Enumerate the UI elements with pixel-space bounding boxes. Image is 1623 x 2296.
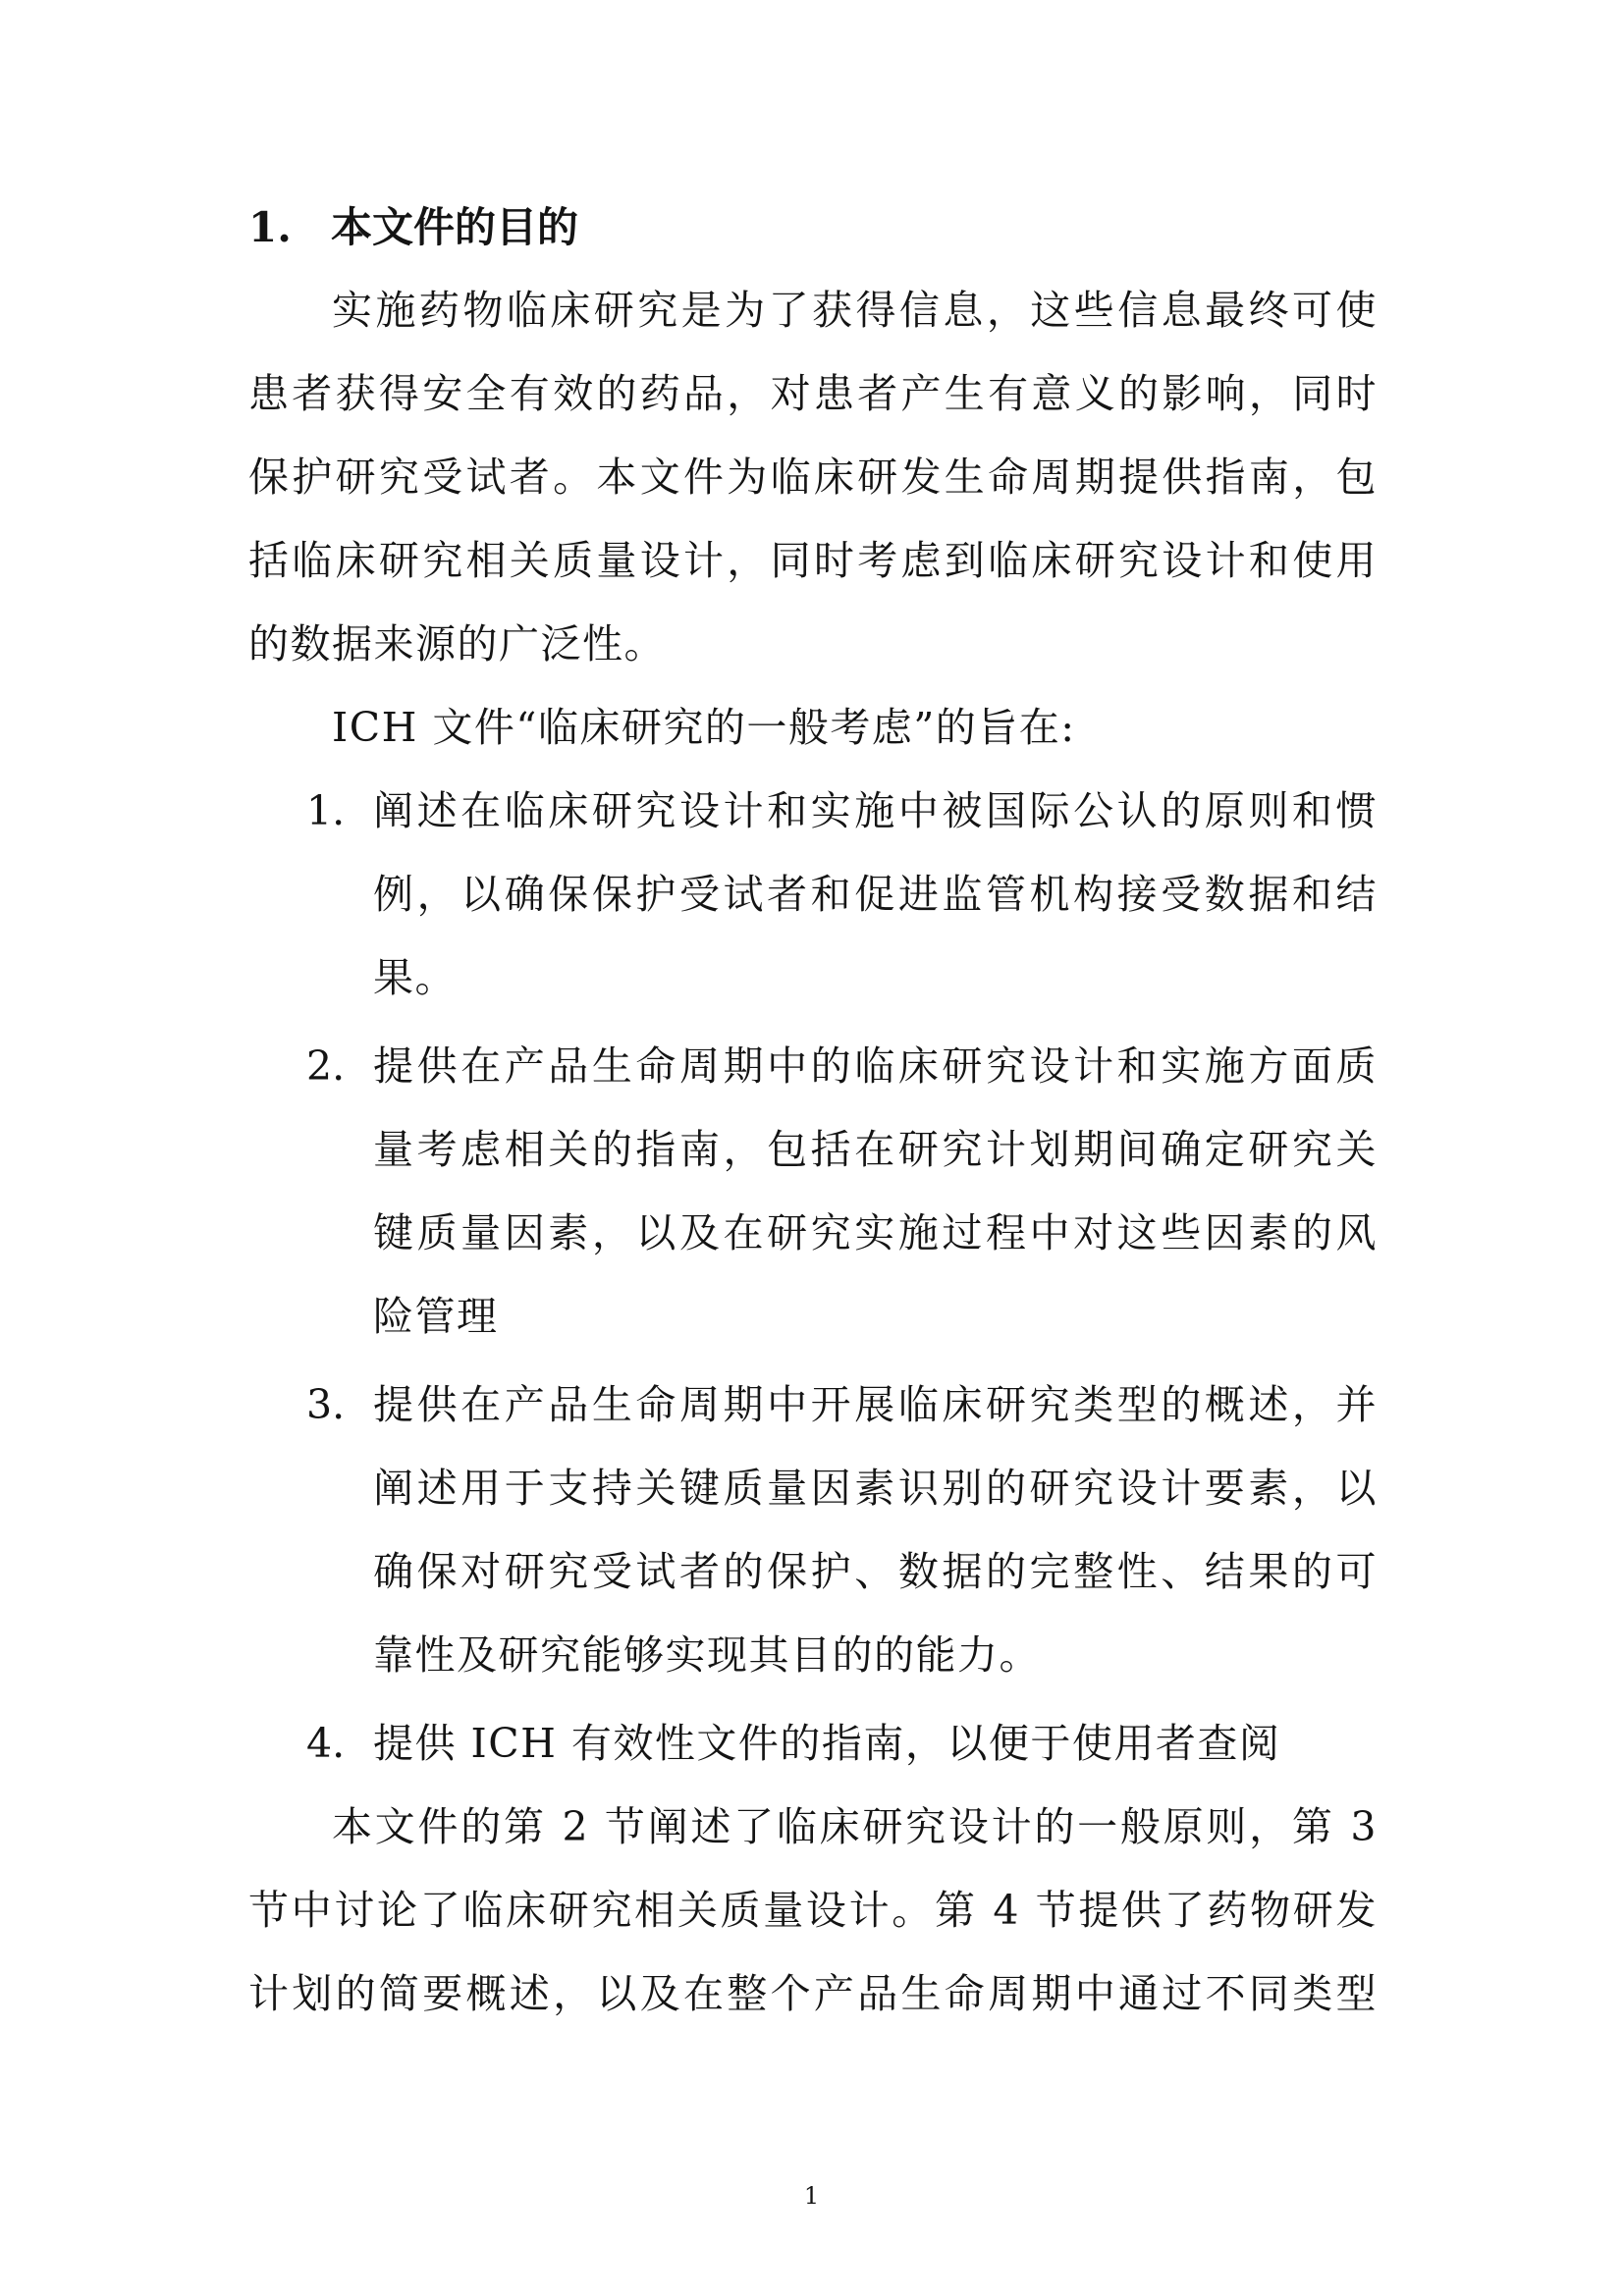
list-item-line: 果。 <box>373 954 457 1001</box>
aims-intro: ICH 文件“临床研究的一般考虑”的旨在: <box>332 704 1076 751</box>
paragraph-line: 本文件的第 2 节阐述了临床研究设计的一般原则，第 3 <box>332 1803 1378 1850</box>
list-item-line: 阐述在临床研究设计和实施中被国际公认的原则和惯 <box>373 787 1378 834</box>
list-item-line: 险管理 <box>373 1293 499 1340</box>
list-item-line: 量考虑相关的指南，包括在研究计划期间确定研究关 <box>373 1126 1378 1173</box>
list-item-line: 提供在产品生命周期中的临床研究设计和实施方面质 <box>373 1042 1378 1090</box>
paragraph-line: 患者获得安全有效的药品，对患者产生有意义的影响，同时 <box>248 370 1378 417</box>
list-item-line: 例，以确保保护受试者和促进监管机构接受数据和结 <box>373 871 1378 918</box>
list-item-line: 提供 ICH 有效性文件的指南，以便于使用者查阅 <box>373 1720 1281 1767</box>
list-item-line: 确保对研究受试者的保护、数据的完整性、结果的可 <box>373 1548 1378 1595</box>
paragraph-line: 括临床研究相关质量设计，同时考虑到临床研究设计和使用 <box>248 537 1378 584</box>
list-item-number: 3. <box>306 1381 346 1428</box>
paragraph-line: 保护研究受试者。本文件为临床研发生命周期提供指南，包 <box>248 454 1378 501</box>
paragraph-line: 节中讨论了临床研究相关质量设计。第 4 节提供了药物研发 <box>248 1887 1378 1934</box>
list-item-line: 提供在产品生命周期中开展临床研究类型的概述，并 <box>373 1381 1378 1428</box>
list-item-line: 靠性及研究能够实现其目的的能力。 <box>373 1631 1041 1679</box>
list-item-number: 1. <box>306 787 346 834</box>
list-item-line: 键质量因素，以及在研究实施过程中对这些因素的风 <box>373 1209 1378 1256</box>
section-number: 1. <box>248 203 292 251</box>
section-heading <box>248 192 578 263</box>
paragraph-line: 的数据来源的广泛性。 <box>248 620 666 667</box>
list-item-line: 阐述用于支持关键质量因素识别的研究设计要素，以 <box>373 1465 1378 1512</box>
page-number: 1 <box>803 2182 820 2210</box>
section-title: 本文件的目的 <box>331 203 579 251</box>
paragraph-line: 计划的简要概述，以及在整个产品生命周期中通过不同类型 <box>248 1970 1378 2017</box>
list-item-number: 4. <box>306 1720 346 1767</box>
list-item-number: 2. <box>306 1042 346 1090</box>
paragraph-line: 实施药物临床研究是为了获得信息，这些信息最终可使 <box>332 287 1378 334</box>
